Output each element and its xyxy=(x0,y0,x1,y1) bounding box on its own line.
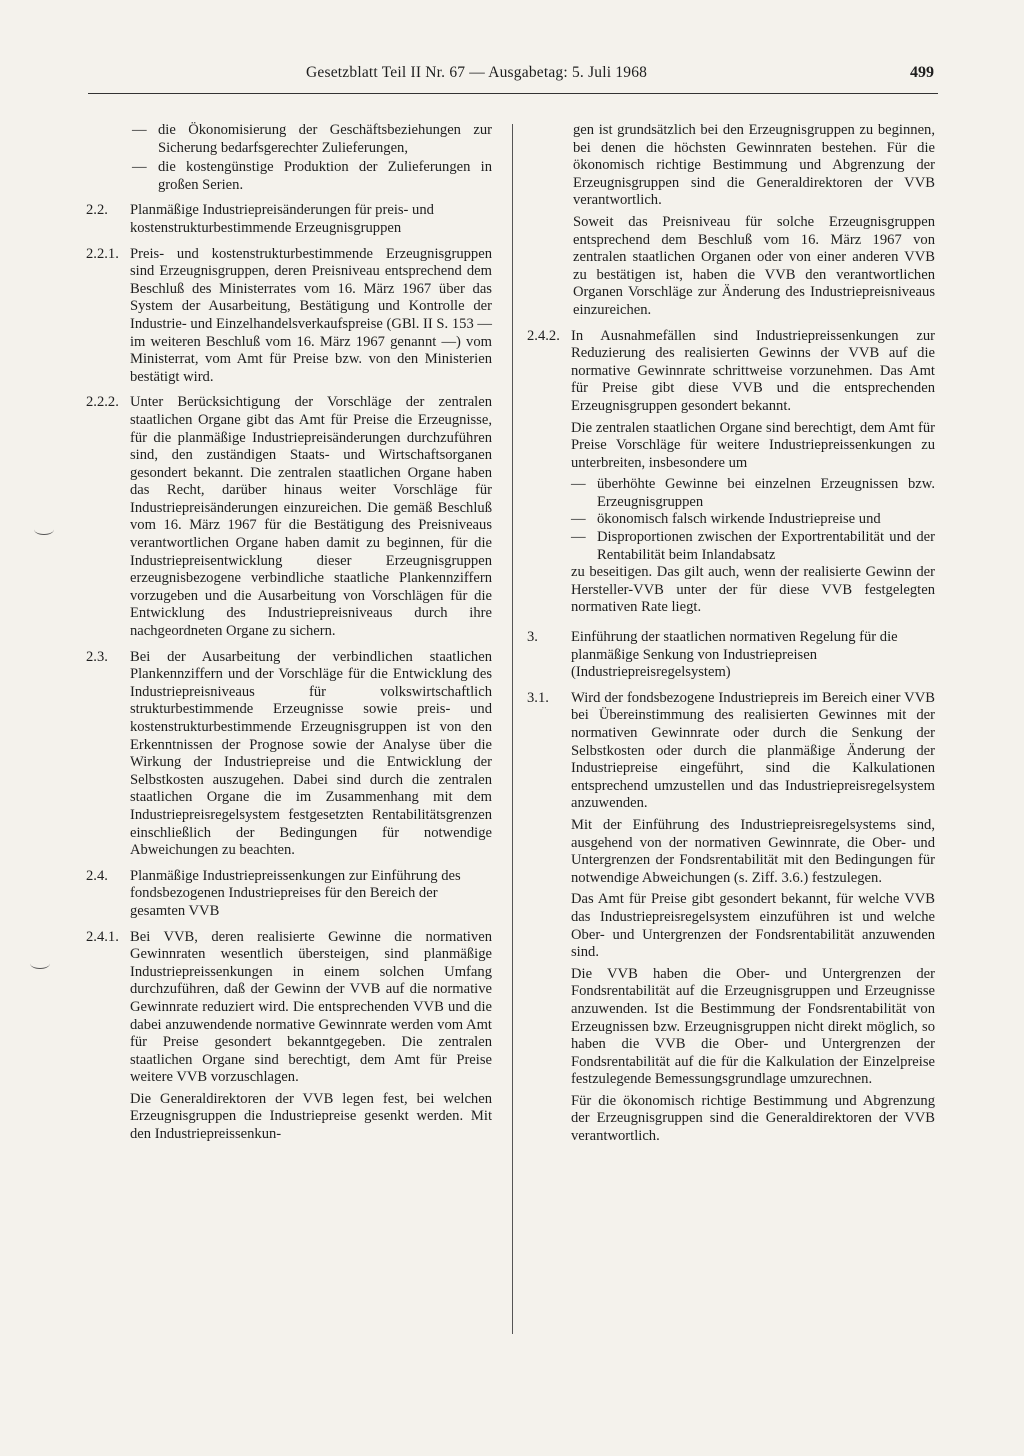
section-body xyxy=(130,929,492,1148)
header-title: Gesetzblatt Teil II Nr. 67 — Ausgabetag: 5. Juli 1968 xyxy=(306,64,648,81)
section-2-2 xyxy=(86,202,492,237)
section-number: 2.2.1. xyxy=(86,245,119,262)
column-divider xyxy=(512,124,513,1334)
list-text: ökonomisch falsch wirkende Industriepreise und xyxy=(597,511,881,528)
list-text: Disproportionen zwischen der Exportrentabilität und der Rentabilität beim Inlandabsatz xyxy=(597,529,935,563)
section-text: Preis- und kostenstrukturbestimmende Erzeugnisgruppen sind Erzeugnisgruppen, deren Preisniveau entsprechend dem Beschluß des Ministerrates vom 16. März 1967 über das System der Ausarbeitung, Bestätigung und Kontrolle der Industrie- und Einzelhandelsverkaufspreise (GBl. II S. 153 — im weiteren Beschluß vom 16. März 1967 genannt —) vom Ministerrat, vom Amt für Preise bzw. von den Ministerien bestätigt wird. xyxy=(130,245,492,385)
list-dash: — xyxy=(571,476,586,493)
list-dash: — xyxy=(132,159,147,176)
paragraph: Die VVB haben die Ober- und Untergrenzen der Fondsrentabilität auf die Erzeugnisgruppen und Erzeugnisse anzuwenden. Ist die Bestimmung der Fondsrentabilität von Erzeugnissen bzw. Erzeugnisgruppen nicht direkt möglich, so haben die VVB die Ober- und Untergrenzen der Fondsrentabilität auf die für die Kalkulation der Einzelpreise festzulegende Bemessungsgrundlage umzurechnen. xyxy=(571,965,935,1088)
margin-mark xyxy=(30,958,50,969)
paragraph: Bei VVB, deren realisierte Gewinne die normativen Gewinnraten wesentlich übersteigen, sind planmäßige Industriepreissenkungen in einem solchen Umfang durchzuführen, daß der Gewinn der VVB auf die normative Gewinnrate reduziert wird. Die entsprechenden VVB und die dabei anzuwendende normative Gewinnrate werden vom Amt für Preise gesondert bekanntgegeben. Die zentralen staatlichen Organe sind berechtigt, dem Amt für Preise weitere VVB vorzuschlagen. xyxy=(130,928,492,1086)
list-text: die Ökonomisierung der Geschäftsbeziehungen zur Sicherung bedarfsgerechter Zulieferungen, xyxy=(158,122,492,156)
list-dash: — xyxy=(571,529,586,546)
right-column xyxy=(527,122,935,1158)
section-2-3 xyxy=(86,649,492,860)
section-2-2-2 xyxy=(86,394,492,640)
list-text: die kostengünstige Produktion der Zulieferungen in großen Serien. xyxy=(158,159,492,193)
left-column xyxy=(86,122,492,1156)
section-text: Einführung der staatlichen normativen Regelung für die planmäßige Senkung von Industriepreisen (Industriepreisregelsystem) xyxy=(571,629,898,681)
section-2-4-1 xyxy=(86,929,492,1148)
header-rule xyxy=(88,93,938,94)
section-2-2-1 xyxy=(86,246,492,387)
margin-mark xyxy=(34,524,54,535)
section-number: 3. xyxy=(527,629,538,646)
section-body xyxy=(571,328,935,622)
continuation-block xyxy=(573,122,935,320)
section-text: Planmäßige Industriepreisänderungen für preis- und kostenstrukturbestimmende Erzeugnisgruppen xyxy=(130,202,434,236)
paragraph: Die Generaldirektoren der VVB legen fest, bei welchen Erzeugnisgruppen die Industriepreise gesenkt werden. Mit den Industriepreissenkun- xyxy=(130,1090,492,1143)
section-number: 2.4.2. xyxy=(527,327,560,344)
paragraph: Wird der fondsbezogene Industriepreis im Bereich einer VVB bei Übereinstimmung des realisierten Gewinnes mit der normativen Gewinnrate oder durch die Senkung der Selbstkosten oder durch die planmäßige Änderung der Industriepreise eingeführt, sind die Kalkulationen entsprechend umzustellen und das Industriepreisregelsystem anzuwenden. xyxy=(571,689,935,812)
section-text: Bei der Ausarbeitung der verbindlichen staatlichen Plankennziffern und der Vorschläge für die Entwicklung des Industriepreisniveaus für volkswirtschaftlich strukturbestimmende Erzeugnisse sowie preis- und kostenstrukturbestimmende Erzeugnisgruppen ist von den Erkenntnissen der Prognose sowie der Analyse über die Wirkung der Industriepreise und die Entwicklung der Selbstkosten auszugehen. Dabei sind durch die zentralen staatlichen Organe die im Zusammenhang mit dem Industriepreisregelsystem festgesetzten Rentabilitätsgrenzen einschließlich der Bedingungen für notwendige Abweichungen zu beachten. xyxy=(130,648,492,859)
section-3 xyxy=(527,629,935,682)
paragraph: Die zentralen staatlichen Organe sind berechtigt, dem Amt für Preise Vorschläge für weitere Industriepreissenkungen zu unterbreiten, insbesondere um xyxy=(571,419,935,471)
lead-list xyxy=(132,122,492,194)
paragraph: zu beseitigen. Das gilt auch, wenn der realisierte Gewinn der Hersteller-VVB unter der für diese VVB festgelegten normativen Rate liegt. xyxy=(571,564,935,616)
paragraph: Das Amt für Preise gibt gesondert bekannt, für welche VVB das Industriepreisregelsystem einzuführen ist und welche Ober- und Untergrenzen der Fondsrentabilität anzuwenden sind. xyxy=(571,891,935,961)
section-number: 3.1. xyxy=(527,689,549,706)
section-text: Unter Berücksichtigung der Vorschläge der zentralen staatlichen Organe gibt das Amt für Preise die Erzeugnisse, für die planmäßige Industriepreisänderungen durchzuführen sind, den zuständigen Staats- und Wirtschaftsorganen gesondert bekannt. Die zentralen staatlichen Organe haben das Recht, darüber hinaus weiter Vorschläge für Industriepreisänderungen einzureichen. Die gemäß Beschluß vom 16. März 1967 für die Bestätigung des Preisniveaus verantwortlichen Organe haben damit zu beginnen, für die Industriepreisentwicklung dieser Erzeugnisgruppen erzeugnisbezogene verbindliche staatliche Plankennziffern vorzugeben und die Ausarbeitung von Vorschlägen für die Entwicklung des Industriepreisniveaus durch ihre nachgeordneten Organe zu sichern. xyxy=(130,394,492,640)
section-2-4 xyxy=(86,868,492,921)
page-header xyxy=(88,64,934,90)
list-dash: — xyxy=(132,122,147,138)
section-number: 2.4. xyxy=(86,867,108,884)
list-dash: — xyxy=(571,511,586,528)
paragraph: Soweit das Preisniveau für solche Erzeugnisgruppen entsprechend dem Beschluß vom 16. März 1967 von zentralen staatlichen Organen oder von einer anderen VVB zu bestätigen ist, haben die VVB den verantwortlichen Organen Vorschläge zur Änderung des Industriepreisniveaus einzureichen. xyxy=(573,213,935,318)
section-text: Planmäßige Industriepreissenkungen zur Einführung des fondsbezogenen Industriepreises für den Bereich der gesamten VVB xyxy=(130,867,461,919)
section-number: 2.2.2. xyxy=(86,394,119,411)
list-item xyxy=(571,476,935,511)
section-number: 2.3. xyxy=(86,648,108,665)
section-number: 2.2. xyxy=(86,202,108,219)
section-number: 2.4.1. xyxy=(86,928,119,945)
list-item xyxy=(571,529,935,564)
paragraph: gen ist grundsätzlich bei den Erzeugnisgruppen zu beginnen, bei denen die höchsten Gewinnraten bestehen. Für die ökonomisch richtige Bestimmung und Abgrenzung der Erzeugnisgruppen sind die Generaldirektoren der VVB verantwortlich. xyxy=(573,122,935,209)
section-3-1 xyxy=(527,690,935,1150)
list-item xyxy=(132,159,492,194)
section-body xyxy=(571,690,935,1150)
paragraph: Mit der Einführung des Industriepreisregelsystems sind, ausgehend von der normativen Gewinnrate, die Ober- und Untergrenzen der Fondsrentabilität mit den Bedingungen für notwendige Abweichungen (s. Ziff. 3.6.) festzulegen. xyxy=(571,816,935,886)
paragraph: Für die ökonomisch richtige Bestimmung und Abgrenzung der Erzeugnisgruppen sind die Generaldirektoren der VVB verantwortlich. xyxy=(571,1092,935,1145)
section-2-4-2 xyxy=(527,328,935,622)
paragraph: In Ausnahmefällen sind Industriepreissenkungen zur Reduzierung des realisierten Gewinns der VVB auf die normative Gewinnrate schrittweise vorzunehmen. Das Amt für Preise gibt diese VVB und die entsprechenden Erzeugnisgruppen gesondert bekannt. xyxy=(571,327,935,414)
list-item xyxy=(571,511,935,529)
list-item xyxy=(132,122,492,157)
page-number: 499 xyxy=(910,64,934,81)
list-text: überhöhte Gewinne bei einzelnen Erzeugnissen bzw. Erzeugnisgruppen xyxy=(597,476,935,510)
